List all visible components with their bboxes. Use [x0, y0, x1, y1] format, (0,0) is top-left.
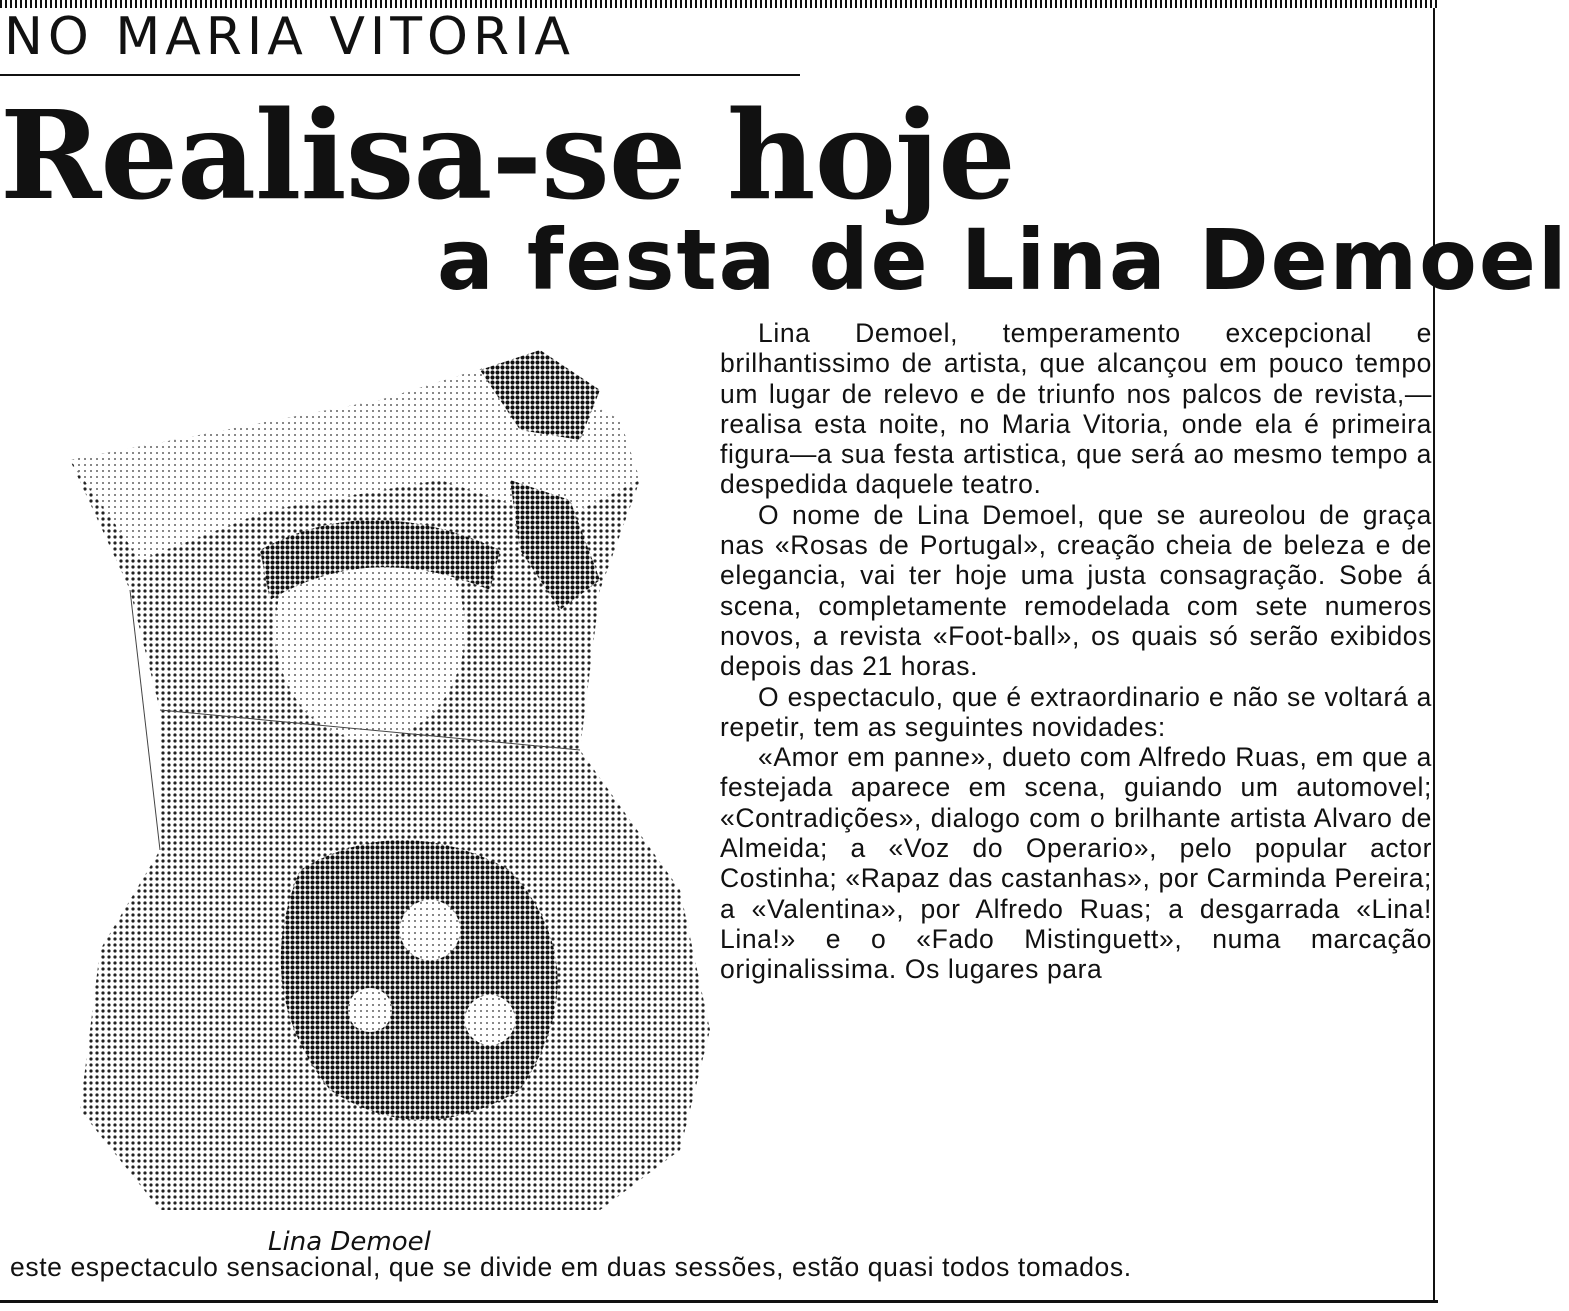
- paragraph: O nome de Lina Demoel, que se aureolou de graça nas «Rosas de Portugal», creação cheia de beleza e de elegancia, vai ter hoje uma justa consagração. Sobe á scena, completamente remodelada com sete numeros novos, a revista «Foot-ball», os quais só serão exibidos depois das 21 horas.: [720, 499, 1432, 682]
- paragraph: Lina Demoel, temperamento excepcional e brilhantissimo de artista, que alcançou em pouco tempo um lugar de relevo e de triunfo nos palcos de revista,—realisa esta noite, no Maria Vitoria, onde ela é primeira figura—a sua festa artistica, que será ao mesmo tempo a despedida daquele teatro.: [720, 318, 1432, 500]
- kicker-underline: [0, 74, 800, 76]
- closing-line: este espectaculo sensacional, que se divide em duas sessões, estão quasi todos tomados.: [10, 1252, 1132, 1282]
- headline: Realisa-se hoje: [0, 83, 1015, 227]
- bottom-border-rule: [0, 1300, 1438, 1303]
- paragraph: «Amor em panne», dueto com Alfredo Ruas, em que a festejada aparece em scena, guiando um automovel; «Contradições», dialogo com o brilhante artista Alvaro de Almeida; a «Voz do Operario», pelo popular actor Costinha; «Rapaz das castanhas», por Carminda Pereira; a «Valentina», por Alfredo Ruas; a desgarrada «Lina! Lina!» e o «Fado Mistinguett», numa marcação originalissima. Os lugares para: [720, 742, 1432, 985]
- subheadline: a festa de Lina Demoel: [437, 211, 1569, 309]
- section-kicker: NO MARIA VITORIA: [4, 7, 576, 67]
- photo-caption: Lina Demoel: [268, 1227, 431, 1257]
- article-body: [720, 318, 1432, 985]
- portrait-photo: [40, 330, 720, 1220]
- paragraph: O espectaculo, que é extraordinario e não se voltará a repetir, tem as seguintes novidades:: [720, 681, 1432, 742]
- right-column-rule: [1433, 8, 1435, 1300]
